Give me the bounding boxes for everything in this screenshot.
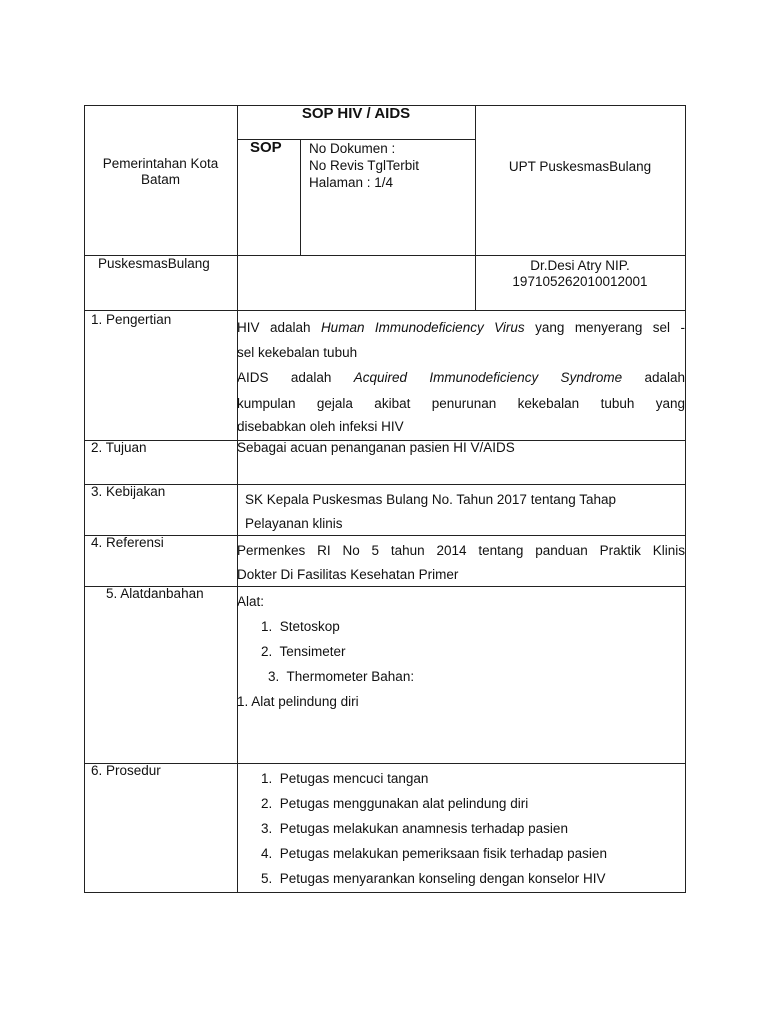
alat-heading: Alat: [237, 594, 265, 609]
prosedur-item-3: 3. Petugas melakukan anamnesis terhadap pasien [261, 821, 568, 836]
kebijakan-label: 3. Kebijakan [91, 484, 166, 499]
alat-item-1: 1. Stetoskop [261, 619, 340, 634]
pengertian-label: 1. Pengertian [91, 312, 172, 327]
bahan-item-1: 1. Alat pelindung diri [237, 694, 359, 709]
pengertian-line-1: HIV adalah Human Immunodeficiency Virus yang menyerang sel - [237, 320, 685, 335]
signer-name: Dr.Desi Atry NIP. [530, 258, 630, 273]
puskesmas-name: PuskesmasBulang [98, 256, 210, 271]
page-number: Halaman : 1/4 [309, 175, 394, 190]
prosedur-item-2: 2. Petugas menggunakan alat pelindung diri [261, 796, 529, 811]
revision-date: No Revis TglTerbit [309, 158, 420, 173]
pengertian-line-4: kumpulan gejala akibat penurunan kekebalan tubuh yang [237, 396, 685, 411]
referensi-label: 4. Referensi [91, 535, 164, 550]
pengertian-line-5: disebabkan oleh infeksi HIV [237, 419, 404, 434]
tujuan-label: 2. Tujuan [91, 440, 147, 455]
doc-number: No Dokumen : [309, 141, 396, 156]
alat-item-3: 3. Thermometer Bahan: [268, 669, 415, 684]
upt-name: UPT PuskesmasBulang [508, 159, 652, 174]
referensi-line-2: Dokter Di Fasilitas Kesehatan Primer [237, 567, 459, 582]
kebijakan-line-1: SK Kepala Puskesmas Bulang No. Tahun 2017 tentang Tahap [245, 492, 617, 507]
tujuan-text: Sebagai acuan penanganan pasien HI V/AIDS [237, 440, 515, 455]
sop-label: SOP [250, 139, 282, 156]
page-title: SOP HIV / AIDS [301, 105, 411, 122]
pengertian-line-3: AIDS adalah Acquired Immunodeficiency Syndrome adalah [237, 370, 685, 385]
alat-label: 5. Alatdanbahan [106, 586, 204, 601]
prosedur-item-4: 4. Petugas melakukan pemeriksaan fisik terhadap pasien [261, 846, 607, 861]
referensi-line-1: Permenkes RI No 5 tahun 2014 tentang panduan Praktik Klinis [237, 543, 685, 558]
prosedur-label: 6. Prosedur [91, 763, 161, 778]
gov-line-1: Pemerintahan Kota [102, 156, 219, 171]
prosedur-item-5: 5. Petugas menyarankan konseling dengan konselor HIV [261, 871, 606, 886]
alat-item-2: 2. Tensimeter [261, 644, 346, 659]
pengertian-line-2: sel kekebalan tubuh [237, 345, 358, 360]
prosedur-item-1: 1. Petugas mencuci tangan [261, 771, 429, 786]
gov-line-2: Batam [140, 172, 181, 187]
signer-nip: 197105262010012001 [512, 274, 648, 289]
kebijakan-line-2: Pelayanan klinis [245, 516, 343, 531]
